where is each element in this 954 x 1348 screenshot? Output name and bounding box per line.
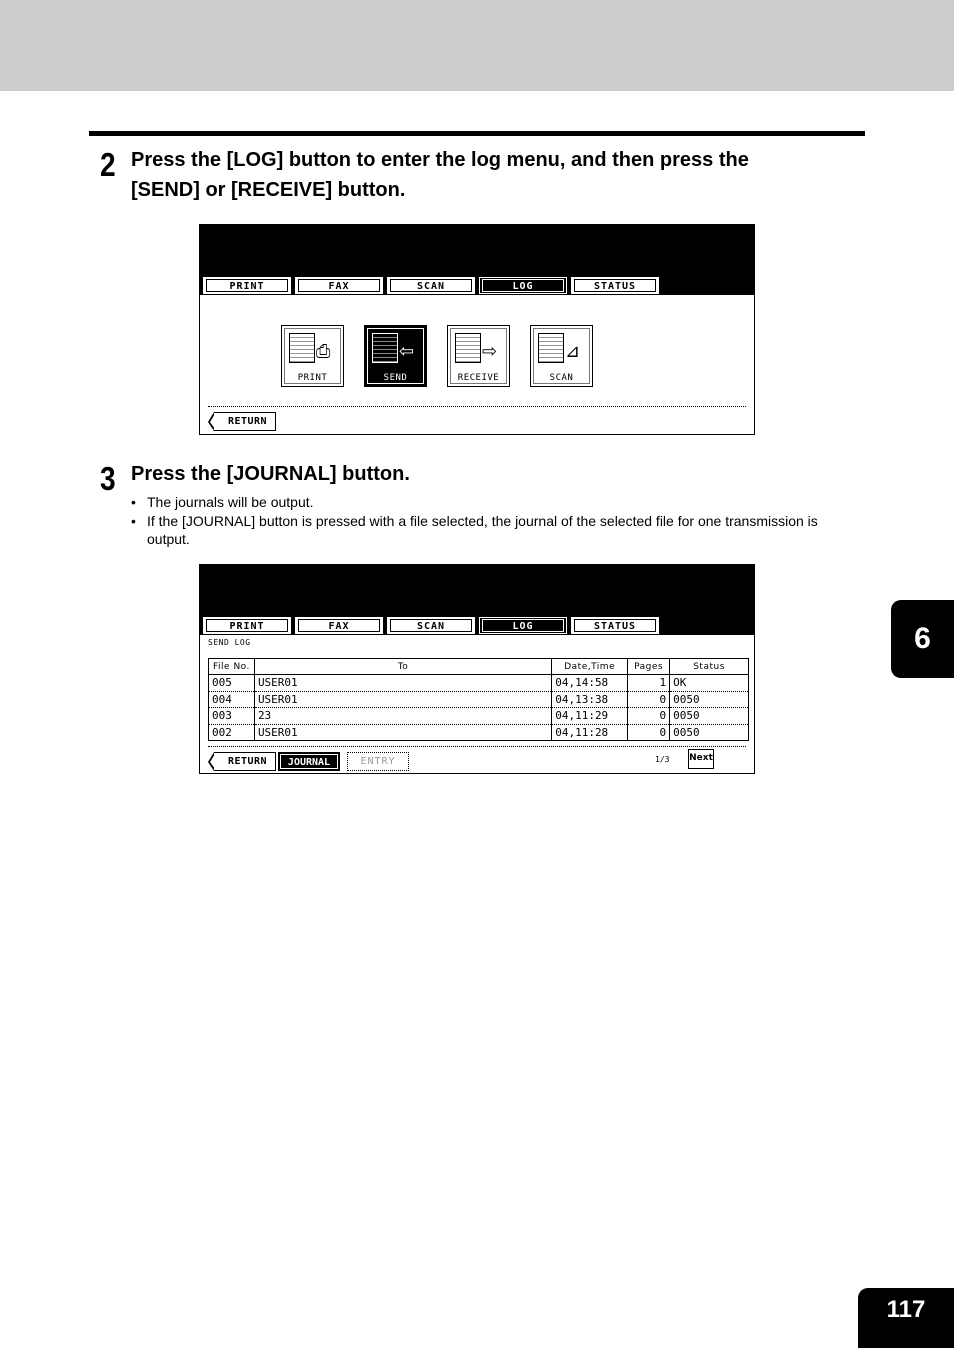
- step-3-notes: [131, 493, 861, 549]
- panel-header: [200, 565, 754, 635]
- log-function-buttons: [281, 325, 593, 387]
- step-2-number: 2: [100, 146, 116, 183]
- entry-button: ENTRY: [347, 752, 409, 771]
- section-rule: [89, 131, 865, 136]
- divider: [208, 406, 746, 407]
- tab-log[interactable]: LOG: [479, 617, 567, 634]
- step-2-title: [131, 145, 749, 205]
- tab-fax[interactable]: FAX: [295, 617, 383, 634]
- column-header: File No.: [209, 659, 255, 675]
- table-row[interactable]: 005 USER01 04,14:58 1 OK: [209, 675, 749, 692]
- divider: [208, 746, 746, 747]
- send-log-label: SEND LOG: [208, 638, 251, 647]
- scan-log-button[interactable]: ⊿ SCAN: [530, 325, 593, 387]
- tab-scan[interactable]: SCAN: [387, 617, 475, 634]
- send-log-panel: [199, 564, 755, 774]
- tab-scan[interactable]: SCAN: [387, 277, 475, 294]
- tab-log[interactable]: LOG: [479, 277, 567, 294]
- tab-status[interactable]: STATUS: [571, 617, 659, 634]
- step-3-number: 3: [100, 460, 116, 497]
- step-2-title-line1: Press the [LOG] button to enter the log menu, and then press the: [131, 149, 749, 171]
- column-header: To: [254, 659, 551, 675]
- header-band: [0, 0, 954, 91]
- send-log-button[interactable]: ⇦ SEND: [364, 325, 427, 387]
- panel-header: [200, 225, 754, 295]
- page-number: 117: [858, 1288, 954, 1348]
- next-button[interactable]: Next: [688, 749, 714, 769]
- journal-button[interactable]: JOURNAL: [278, 752, 340, 771]
- note-item: • If the [JOURNAL] button is pressed with a file selected, the journal of the selected file for one transmission is output.: [131, 512, 861, 549]
- log-sheet-icon: [372, 333, 398, 363]
- return-button[interactable]: RETURN: [214, 752, 276, 771]
- column-header: Date,Time: [552, 659, 628, 675]
- table-row[interactable]: 002 USER01 04,11:28 0 0050: [209, 724, 749, 741]
- tab-status[interactable]: STATUS: [571, 277, 659, 294]
- send-icon: ⇦: [399, 341, 415, 361]
- print-log-button[interactable]: ⎙ PRINT: [281, 325, 344, 387]
- tab-bar: [203, 277, 659, 294]
- receive-icon: ⇨: [482, 341, 498, 361]
- scan-icon: ⊿: [565, 341, 581, 361]
- log-sheet-icon: [455, 333, 481, 363]
- printer-icon: ⎙: [316, 341, 331, 361]
- page-indicator: 1/3: [655, 755, 670, 764]
- chapter-tab: 6: [891, 600, 954, 678]
- log-menu-panel: [199, 224, 755, 435]
- table-row[interactable]: 004 USER01 04,13:38 0 0050: [209, 691, 749, 708]
- log-sheet-icon: [538, 333, 564, 363]
- column-header: Status: [670, 659, 749, 675]
- step-3-title: Press the [JOURNAL] button.: [131, 463, 410, 485]
- return-button[interactable]: RETURN: [214, 412, 276, 431]
- tab-fax[interactable]: FAX: [295, 277, 383, 294]
- table-row[interactable]: 003 23 04,11:29 0 0050: [209, 708, 749, 725]
- tab-print[interactable]: PRINT: [203, 617, 291, 634]
- note-item: • The journals will be output.: [131, 493, 861, 512]
- send-log-table: [208, 658, 749, 741]
- log-sheet-icon: [289, 333, 315, 363]
- tab-print[interactable]: PRINT: [203, 277, 291, 294]
- tab-bar: [203, 617, 659, 634]
- table-header-row: [209, 659, 749, 675]
- step-2-title-line2: [SEND] or [RECEIVE] button.: [131, 179, 406, 201]
- column-header: Pages: [628, 659, 670, 675]
- receive-log-button[interactable]: ⇨ RECEIVE: [447, 325, 510, 387]
